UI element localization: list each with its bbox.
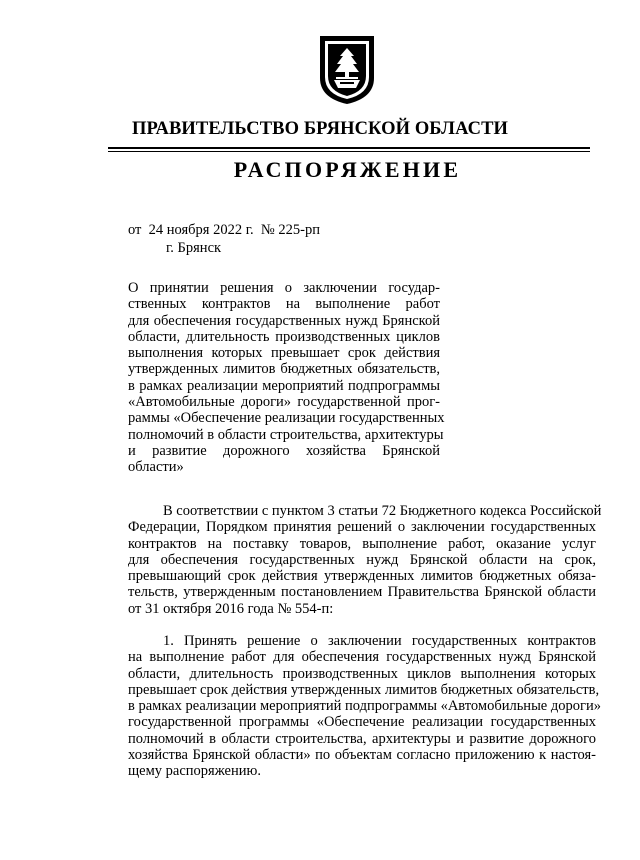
subject-line: полномочий в области строительства, архитектуры xyxy=(128,426,444,443)
document-date-number: от 24 ноября 2022 г. № 225-рп xyxy=(128,222,320,238)
item-line: полномочий в области строительства, архитектуры и развитие дорожного xyxy=(128,730,596,747)
preamble-line: для обеспечения государственных нужд Брянской области на срок, xyxy=(128,551,596,568)
subject-line: ственных контрактов на выполнение работ xyxy=(128,296,440,313)
subject-line: и развитие дорожного хозяйства Брянской xyxy=(128,442,440,459)
preamble-line: превышающий срок действия утвержденных лимитов бюджетных обяза- xyxy=(128,568,596,585)
preamble-line: В соответствии с пунктом 3 статьи 72 Бюджетного кодекса Российской xyxy=(163,503,602,519)
preamble-line: от 31 октября 2016 года № 554-п: xyxy=(128,600,334,617)
item-line: хозяйства Брянской области» по объектам согласно приложению к настоя- xyxy=(128,747,596,764)
item-line: в рамках реализации мероприятий подпрограммы «Автомобильные дороги» xyxy=(128,698,601,715)
item-1-paragraph xyxy=(128,633,601,780)
item-line: на выполнение работ для обеспечения государственных нужд Брянской xyxy=(128,649,596,666)
subject-line: выполнения которых превышает срок действия xyxy=(128,345,440,362)
preamble-line: Федерации, Порядком принятия решений о заключении государственных xyxy=(128,519,596,536)
subject-line: в рамках реализации мероприятий подпрограммы xyxy=(128,377,440,394)
header-rule-thick xyxy=(108,147,590,149)
document-subject xyxy=(128,280,445,476)
subject-line: раммы «Обеспечение реализации государственных xyxy=(128,410,445,427)
item-line: 1. Принять решение о заключении государственных контрактов xyxy=(163,633,596,649)
preamble-line: тельств, утвержденным постановлением Правительства Брянской области xyxy=(128,584,596,601)
subject-line: «Автомобильные дороги» государственной прог- xyxy=(128,394,440,411)
item-line: государственной программы «Обеспечение реализации государственных xyxy=(128,714,596,731)
subject-line: области, длительность производственных циклов xyxy=(128,328,440,345)
document-city: г. Брянск xyxy=(166,240,222,256)
preamble-line: контрактов на поставку товаров, выполнение работ, оказание услуг xyxy=(128,535,596,552)
organization-name: ПРАВИТЕЛЬСТВО БРЯНСКОЙ ОБЛАСТИ xyxy=(131,119,508,139)
item-line: области, длительность производственных циклов выполнения которых xyxy=(128,665,596,682)
item-line: превышает срок действия утвержденных лимитов бюджетных обязательств, xyxy=(128,681,600,698)
subject-line: для обеспечения государственных нужд Брянской xyxy=(128,312,440,329)
preamble-paragraph xyxy=(128,503,602,617)
coat-of-arms-icon xyxy=(318,34,376,106)
subject-line: области» xyxy=(128,459,184,476)
document-type-title: РАСПОРЯЖЕНИЕ xyxy=(233,157,462,182)
subject-line: О принятии решения о заключении государ- xyxy=(128,280,440,296)
subject-line: утвержденных лимитов бюджетных обязательств, xyxy=(128,361,440,378)
item-line: щему распоряжению. xyxy=(128,763,261,780)
header-rule-thin xyxy=(108,151,590,152)
